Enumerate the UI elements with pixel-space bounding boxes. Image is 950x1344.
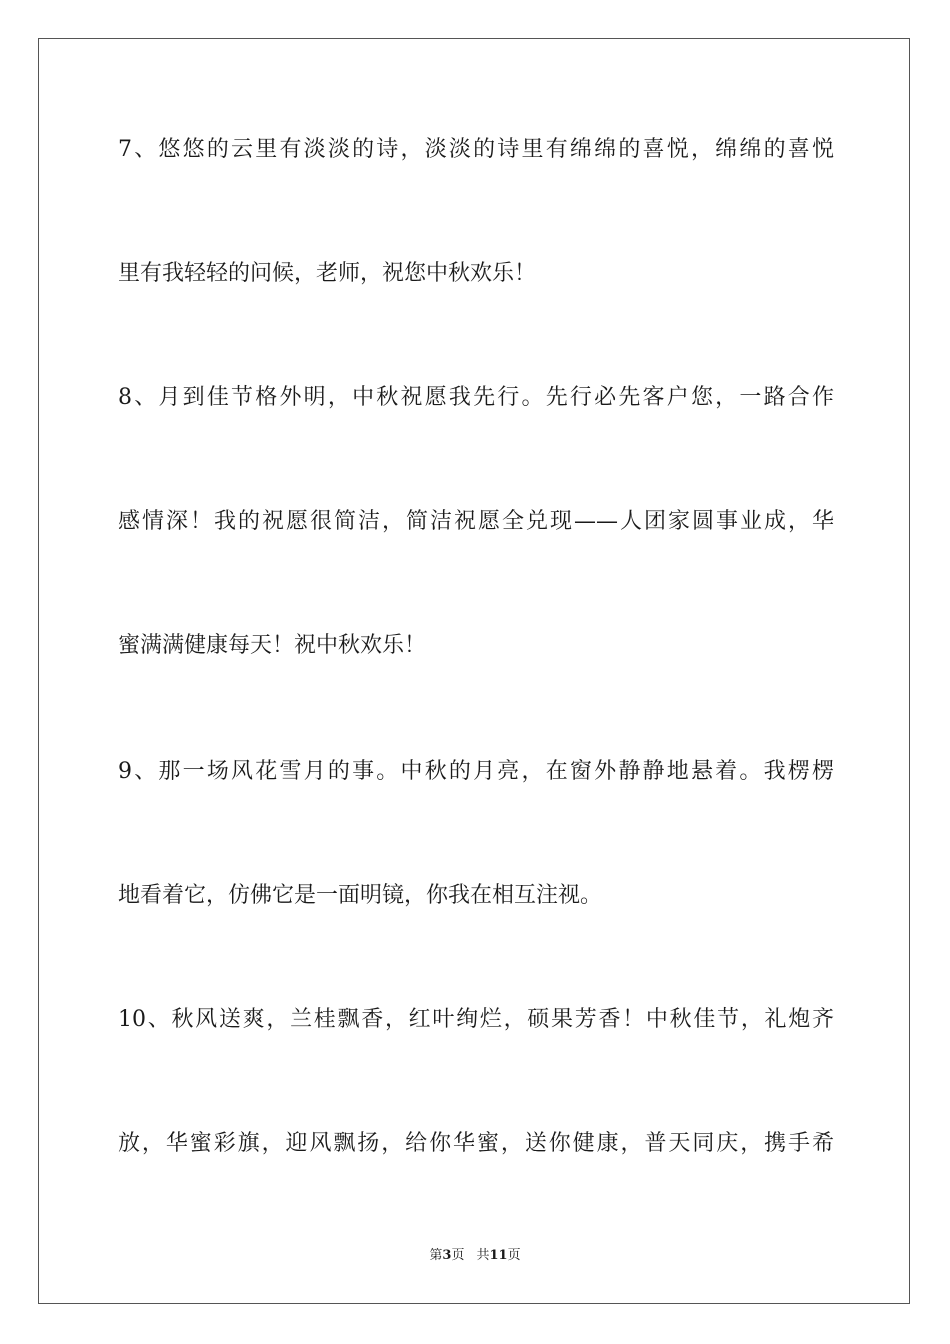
text-line-2: 里有我轻轻的问候，老师，祝您中秋欢乐！ xyxy=(118,261,537,286)
text-line-6: 9、那一场风花雪月的事。中秋的月亮，在窗外静静地悬着。我楞楞 xyxy=(118,759,834,784)
page-frame xyxy=(38,38,910,1304)
text-line-1: 7、悠悠的云里有淡淡的诗，淡淡的诗里有绵绵的喜悦，绵绵的喜悦 xyxy=(118,137,834,162)
footer-page-prefix: 第 xyxy=(429,1248,443,1263)
text-line-8: 10、秋风送爽，兰桂飘香，红叶绚烂，硕果芳香！中秋佳节，礼炮齐 xyxy=(118,1007,834,1032)
footer-page-suffix: 页 xyxy=(451,1248,465,1263)
text-line-5: 蜜满满健康每天！祝中秋欢乐！ xyxy=(118,633,427,658)
text-line-9: 放，华蜜彩旗，迎风飘扬，给你华蜜，送你健康，普天同庆，携手希 xyxy=(118,1131,834,1156)
text-line-3: 8、月到佳节格外明，中秋祝愿我先行。先行必先客户您，一路合作 xyxy=(118,385,834,410)
footer-page-current: 3 xyxy=(442,1248,452,1263)
text-line-4: 感情深！我的祝愿很简洁，简洁祝愿全兑现——人团家圆事业成，华 xyxy=(118,509,834,534)
footer-total-prefix: 共 xyxy=(476,1248,490,1263)
text-line-7: 地看着它，仿佛它是一面明镜，你我在相互注视。 xyxy=(118,883,603,908)
footer-total-suffix: 页 xyxy=(507,1248,521,1263)
footer-page-total: 11 xyxy=(489,1248,508,1263)
page-footer xyxy=(0,1246,950,1266)
